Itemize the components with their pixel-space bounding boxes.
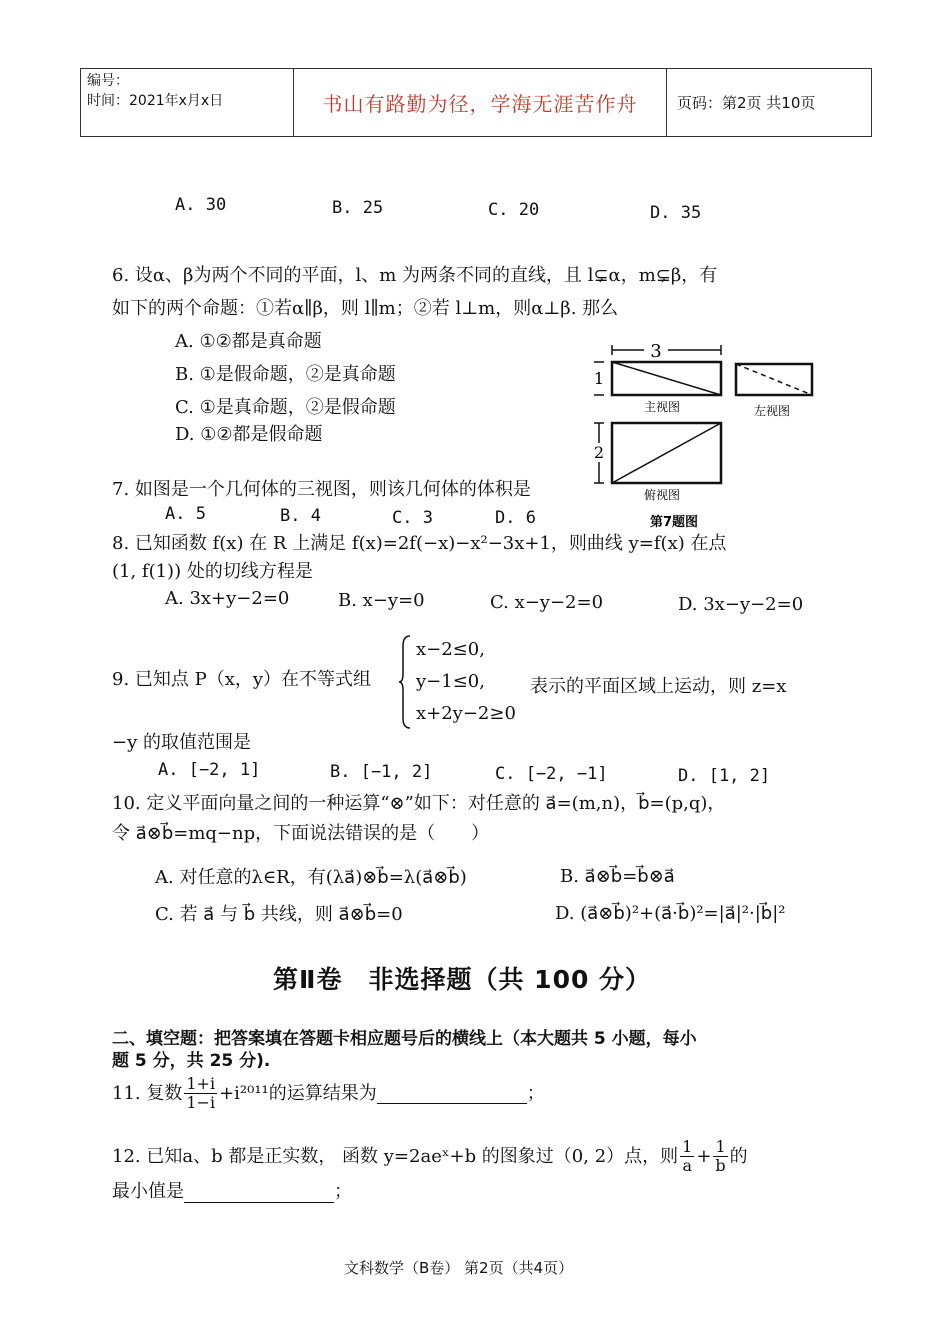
header-left-cell bbox=[81, 69, 294, 136]
page-footer: 文科数学（B卷） 第2页（共4页） bbox=[344, 1259, 574, 1277]
q12-frac2-den: b bbox=[715, 1156, 726, 1175]
q9-option-b: B. [−1, 2] bbox=[330, 762, 433, 782]
q11-prefix: 11. 复数 bbox=[112, 1082, 183, 1104]
q5-option-c: C. 20 bbox=[488, 200, 540, 220]
number-label: 编号： bbox=[87, 73, 129, 89]
q10-line1: 10. 定义平面向量之间的一种运算“⊗”如下：对任意的 a⃗=(m,n)，b⃗=(p,q)， bbox=[112, 793, 726, 814]
q10-option-b: B. a⃗⊗b⃗=b⃗⊗a⃗ bbox=[560, 866, 675, 887]
header-table bbox=[80, 68, 872, 137]
q9-option-c: C. [−2, −1] bbox=[495, 764, 608, 784]
top-view-diagonal bbox=[612, 423, 721, 483]
side-view-dashed bbox=[736, 364, 812, 395]
q12-line2-text: 最小值是 bbox=[112, 1181, 184, 1202]
q5-option-d: D. 35 bbox=[650, 203, 702, 223]
q11-answer-blank[interactable] bbox=[377, 1083, 527, 1104]
q8-option-b: B. x−y=0 bbox=[338, 590, 425, 611]
q11-frac-den: 1−i bbox=[186, 1093, 216, 1112]
motto: 书山有路勤为径，学海无涯苦作舟 bbox=[294, 69, 667, 136]
q10-option-d: D. (a⃗⊗b⃗)²+(a⃗·b⃗)²=|a⃗|²·|b⃗|² bbox=[555, 903, 786, 924]
q12-frac2-num: 1 bbox=[715, 1137, 726, 1156]
q9-line2: −y 的取值范围是 bbox=[112, 732, 251, 753]
three-view-figure bbox=[590, 340, 830, 540]
q12-plus: + bbox=[696, 1145, 712, 1167]
q8-line1: 8. 已知函数 f(x) 在 R 上满足 f(x)=2f(−x)−x²−3x+1，则曲线 y=f(x) 在点 bbox=[112, 533, 727, 554]
dimension-left-2 bbox=[594, 423, 604, 483]
q7-text: 7. 如图是一个几何体的三视图，则该几何体的体积是 bbox=[112, 479, 531, 500]
q12-fraction-2 bbox=[713, 1138, 727, 1175]
section2-part-line2: 题 5 分，共 25 分). bbox=[112, 1051, 271, 1071]
dim-left1-label: 1 bbox=[593, 369, 605, 388]
page-info: 页码：第2页 共10页 bbox=[677, 94, 816, 112]
q10-option-c: C. 若 a⃗ 与 b⃗ 共线，则 a⃗⊗b⃗=0 bbox=[155, 904, 403, 925]
front-view-label: 主视图 bbox=[643, 400, 681, 414]
q10-line2: 令 a⃗⊗b⃗=mq−np，下面说法错误的是（ ） bbox=[112, 823, 490, 844]
q6-option-d: D. ①②都是假命题 bbox=[175, 424, 323, 445]
q8-option-c: C. x−y−2=0 bbox=[490, 592, 604, 613]
q12-end: ； bbox=[334, 1181, 352, 1202]
q9-ineq-2: y−1≤0, bbox=[416, 671, 485, 692]
q11 bbox=[112, 1075, 545, 1112]
time-label: 时间：2021年x月x日 bbox=[87, 93, 224, 109]
q12-line2 bbox=[112, 1180, 352, 1204]
left-brace bbox=[398, 634, 412, 730]
q9-ineq-1: x−2≤0, bbox=[416, 639, 485, 660]
figure7-caption: 第7题图 bbox=[649, 515, 699, 530]
side-view-label: 左视图 bbox=[753, 404, 791, 418]
q6-option-a: A. ①②都是真命题 bbox=[175, 331, 322, 352]
q7-option-c: C. 3 bbox=[392, 508, 433, 528]
q12-prefix: 12. 已知a、b 都是正实数， 函数 y=2aeˣ+b 的图象过（0, 2）点，则 bbox=[112, 1145, 679, 1167]
q8-option-a: A. 3x+y−2=0 bbox=[165, 588, 290, 609]
q11-suffix: 的运算结果为 bbox=[268, 1082, 377, 1104]
q9-suffix: 表示的平面区域上运动，则 z=x bbox=[530, 676, 787, 697]
q6-option-c: C. ①是真命题，②是假命题 bbox=[175, 397, 396, 418]
section2-title: 第Ⅱ卷 非选择题（共 100 分） bbox=[273, 965, 652, 994]
q5-option-a: A. 30 bbox=[175, 195, 227, 215]
q12-frac1-num: 1 bbox=[682, 1137, 693, 1156]
dim-top-label: 3 bbox=[650, 341, 662, 362]
section2-part-line1: 二、填空题：把答案填在答题卡相应题号后的横线上（本大题共 5 小题，每小 bbox=[112, 1029, 697, 1049]
q12-fraction-1 bbox=[680, 1138, 694, 1175]
q9-inequality-system bbox=[398, 634, 516, 730]
q11-end: ； bbox=[526, 1082, 545, 1104]
dimension-top bbox=[612, 341, 721, 362]
q11-power: +i²⁰¹¹ bbox=[219, 1082, 269, 1104]
q8-line2: (1, f(1)) 处的切线方程是 bbox=[112, 561, 313, 582]
q6-line1: 6. 设α、β为两个不同的平面，l、m 为两条不同的直线，且 l⊊α，m⊊β，有 bbox=[112, 265, 718, 286]
q10-option-a: A. 对任意的λ∈R，有(λa⃗)⊗b⃗=λ(a⃗⊗b⃗) bbox=[155, 867, 467, 888]
q7-option-a: A. 5 bbox=[165, 504, 206, 524]
q5-option-b: B. 25 bbox=[332, 198, 384, 218]
q12-frac1-den: a bbox=[682, 1156, 693, 1175]
q8-option-d: D. 3x−y−2=0 bbox=[678, 594, 804, 615]
q12-answer-blank[interactable] bbox=[184, 1182, 334, 1203]
q9-option-a: A. [−2, 1] bbox=[158, 760, 261, 780]
q7-option-b: B. 4 bbox=[280, 506, 321, 526]
top-view-label: 俯视图 bbox=[643, 488, 681, 502]
dimension-left-1 bbox=[594, 362, 604, 395]
q12-line1 bbox=[112, 1138, 748, 1175]
q9-prefix: 9. 已知点 P（x，y）在不等式组 bbox=[112, 669, 372, 690]
q9-ineq-3: x+2y−2≥0 bbox=[416, 703, 516, 724]
q11-frac-num: 1+i bbox=[186, 1074, 216, 1093]
q6-line2: 如下的两个命题：①若α∥β，则 l∥m；②若 l⊥m，则α⊥β. 那么 bbox=[112, 298, 619, 319]
q6-option-b: B. ①是假命题，②是真命题 bbox=[175, 364, 396, 385]
dim-left2-label: 2 bbox=[593, 443, 605, 462]
q9-option-d: D. [1, 2] bbox=[678, 766, 771, 786]
q11-fraction bbox=[184, 1075, 217, 1112]
front-view-diagonal bbox=[612, 362, 721, 395]
q7-option-d: D. 6 bbox=[495, 508, 536, 528]
q12-suffix: 的 bbox=[729, 1145, 748, 1167]
